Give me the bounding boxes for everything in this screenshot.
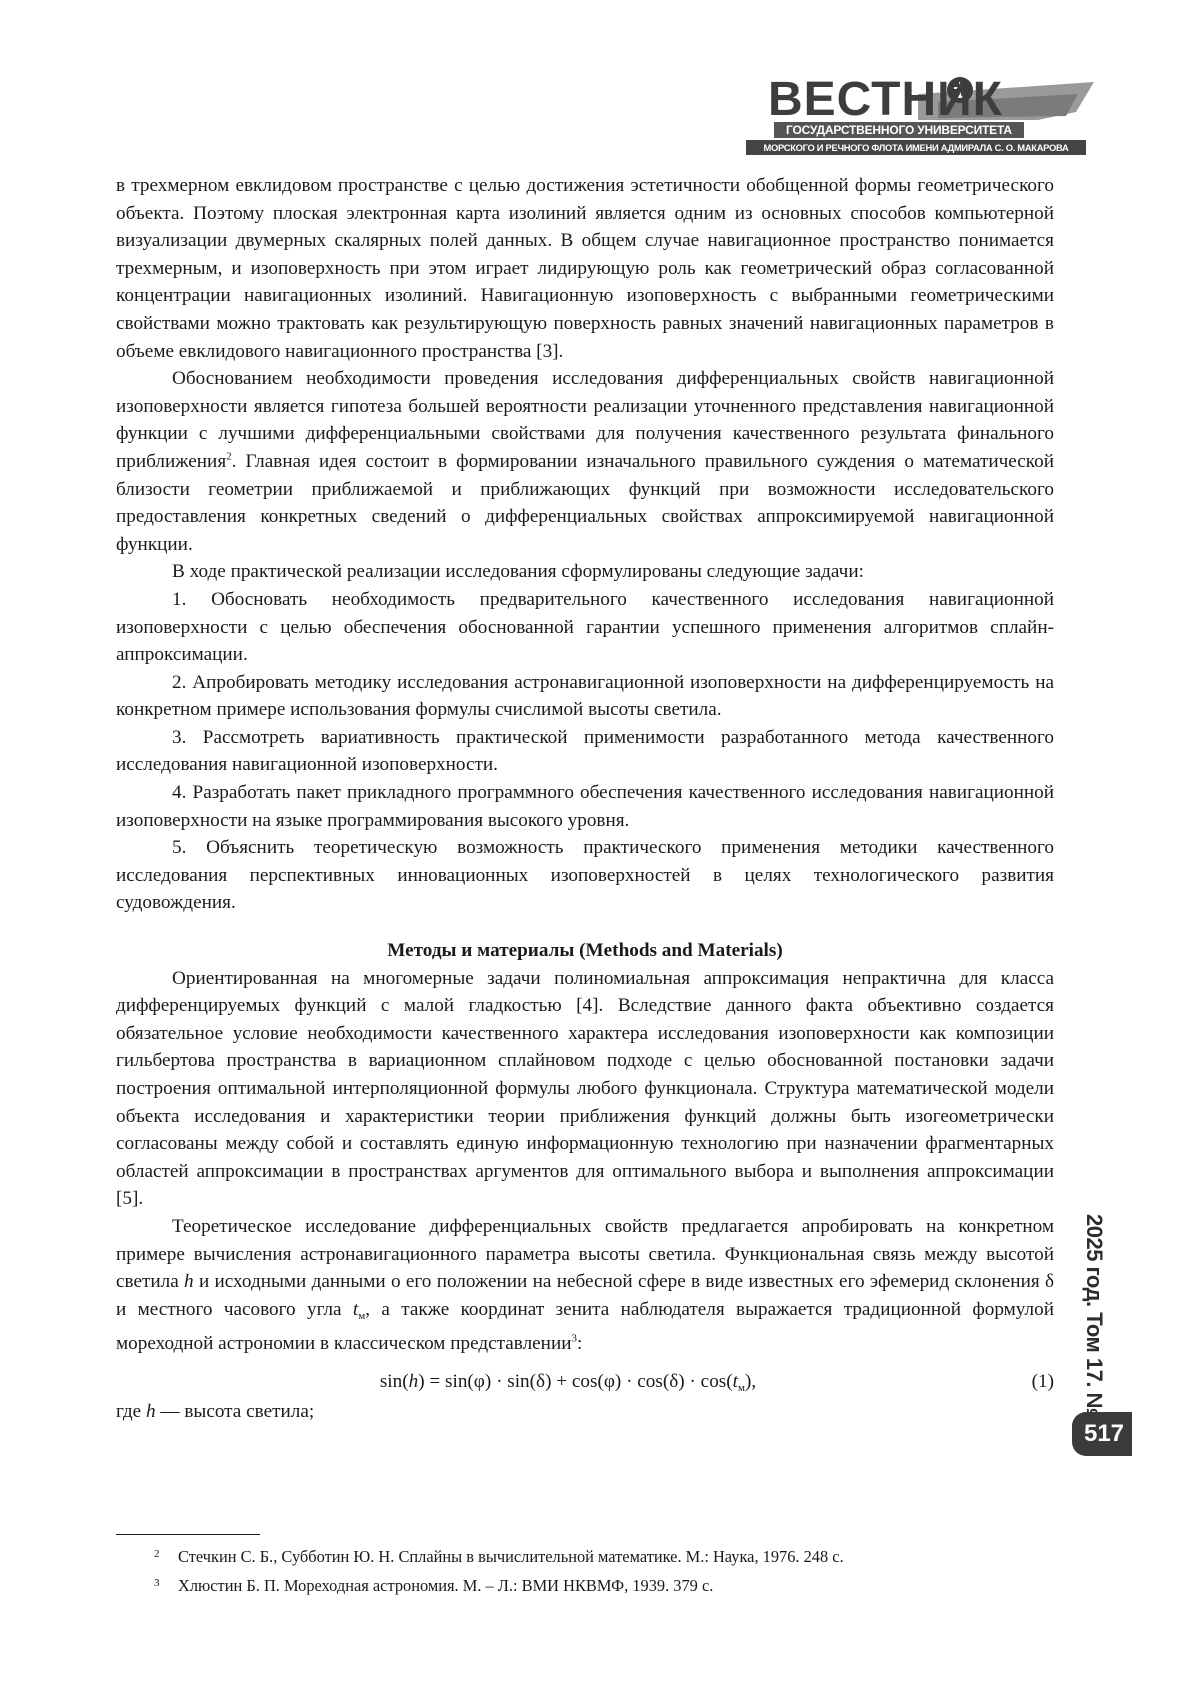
footnote-ref[interactable]: 2 bbox=[226, 451, 232, 463]
footnote-divider bbox=[116, 1534, 260, 1535]
math-var: h bbox=[184, 1271, 194, 1292]
masthead-title: ВЕСТНИК bbox=[768, 76, 1003, 124]
footnote: 2 Стечкин С. Б., Субботин Ю. Н. Сплайны в вычислительной математике. М.: Наука, 1976. 248 с. bbox=[116, 1541, 1054, 1570]
paragraph: Обоснованием необходимости проведения исследования дифференциальных свойств навигационной изоповерхности является гипотеза большей вероятности реализации уточненного представления навигационной функции с лучшими дифференциальными свойствами для получения качественного результата финального приближения2. Главная идея состоит в формировании изначального правильного суждения о математической близости геометрии приближаемой и приближающих функций при возможности исследовательского предоставления конкретных сведений о дифференциальных свойствах аппроксимируемой навигационной функции. bbox=[116, 365, 1054, 558]
where-clause: где h — высота светила; bbox=[116, 1398, 1054, 1426]
math-var: δ bbox=[1045, 1271, 1054, 1292]
journal-masthead bbox=[738, 72, 1094, 156]
task-item: 1. Обосновать необходимость предварительного качественного исследования навигационной изоповерхности с целью обеспечения обоснованной гарантии успешного применения алгоритмов сплайн-аппроксимации. bbox=[116, 586, 1054, 669]
section-heading: Методы и материалы (Methods and Materials) bbox=[116, 937, 1054, 965]
math-var: t bbox=[353, 1299, 358, 1320]
article-body bbox=[116, 172, 1054, 1426]
equation-expression: sin(h) = sin(φ) · sin(δ) + cos(φ) · cos(δ) · cos(tм), bbox=[116, 1368, 1054, 1403]
paragraph: Ориентированная на многомерные задачи полиномиальная аппроксимация непрактична для класса дифференцируемых функций с малой гладкостью [4]. Вследствие данного факта объективно создается обязательное условие необходимости качественного характера исследования изоповерхности как композиции гильбертова пространства в вариационном сплайновом подходе с целью обоснованной постановки задачи построения оптимальной интерполяционной формулы любого функционала. Структура математической модели объекта исследования и характеристики теории приближения функций должны быть изогеометрически согласованы между собой и составлять единую информационную технологию при назначении фрагментарных областей аппроксимации в пространствах аргументов для оптимального выбора и выполнения аппроксимации [5]. bbox=[116, 965, 1054, 1213]
task-item: 4. Разработать пакет прикладного программного обеспечения качественного исследования навигационной изоповерхности на языке программирования высокого уровня. bbox=[116, 779, 1054, 834]
paragraph: в трехмерном евклидовом пространстве с целью достижения эстетичности обобщенной формы геометрического объекта. Поэтому плоская электронная карта изолиний является одним из основных способов компьютерной визуализации двумерных скалярных полей данных. В общем случае навигационное пространство понимается трехмерным, и изоповерхность при этом играет лидирующую роль как геометрический образ согласованной концентрации навигационных изолиний. Навигационную изоповерхность с выбранными геометрическими свойствами можно трактовать как результирующую поверхность равных значений навигационных параметров в объеме евклидового навигационного пространства [3]. bbox=[116, 172, 1054, 365]
footnotes bbox=[116, 1541, 1054, 1599]
equation bbox=[116, 1364, 1054, 1398]
masthead-subtitle: ГОСУДАРСТВЕННОГО УНИВЕРСИТЕТА bbox=[774, 122, 1024, 138]
paragraph: В ходе практической реализации исследования сформулированы следующие задачи: bbox=[116, 558, 1054, 586]
footnote-ref[interactable]: 3 bbox=[572, 1333, 578, 1345]
paragraph: Теоретическое исследование дифференциальных свойств предлагается апробировать на конкретном примере вычисления астронавигационного параметра высоты светила. Функциональная связь между высотой светила h и исходными данными о его положении на небесной сфере в виде известных его эфемерид склонения δ и местного часового угла tм, а также координат зенита наблюдателя выражается традиционной формулой мореходной астрономии в классическом представлении3: bbox=[116, 1213, 1054, 1358]
task-item: 2. Апробировать методику исследования астронавигационной изоповерхности на дифференцируемость на конкретном примере использования формулы счислимой высоты светила. bbox=[116, 669, 1054, 724]
page-number: 517 bbox=[1072, 1412, 1132, 1456]
task-item: 3. Рассмотреть вариативность практической применимости разработанного метода качественного исследования навигационной изоповерхности. bbox=[116, 724, 1054, 779]
issue-label: 2025 год. Том 17. № 4 bbox=[1078, 1214, 1110, 1414]
footnote: 3 Хлюстин Б. П. Мореходная астрономия. М. – Л.: ВМИ НКВМФ, 1939. 379 с. bbox=[116, 1570, 1054, 1599]
masthead-subtitle-2: МОРСКОГО И РЕЧНОГО ФЛОТА ИМЕНИ АДМИРАЛА С. О. МАКАРОВА bbox=[746, 140, 1086, 155]
task-item: 5. Объяснить теоретическую возможность практического применения методики качественного исследования перспективных инновационных изоповерхностей в целях технологического развития судовождения. bbox=[116, 834, 1054, 917]
equation-number: (1) bbox=[1032, 1368, 1054, 1396]
